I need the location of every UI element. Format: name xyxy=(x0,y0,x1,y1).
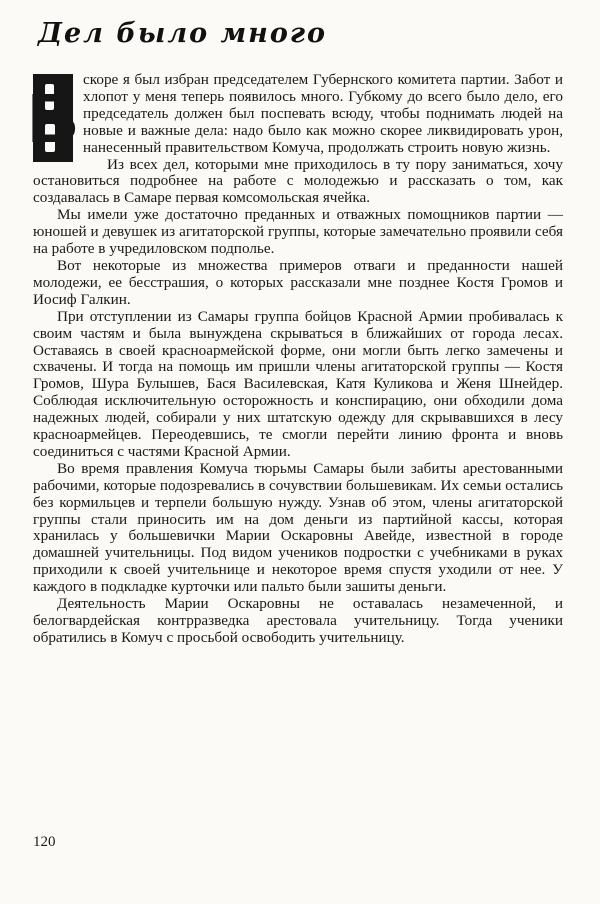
chapter-title: Дел было много xyxy=(38,18,328,49)
paragraph-3: Мы имели уже достаточно преданных и отважных помощников партии — юношей и девушек из агитаторской группы, которые замечательно проявили себя на работе в учредиловском подполье. xyxy=(33,206,563,258)
paragraph-1-text: скоре я был избран председателем Губернского комитета партии. Забот и хлопот у меня теперь появилось много. Губкому до всего было дело, его председатель должен был поспевать всюду, чтобы поднимать людей на новые и важные дела: надо было как можно скорее ликвидировать урон, нанесенный правительством Комуча, продолжать строить новую жизнь. xyxy=(83,71,563,156)
page-number: 120 xyxy=(33,834,56,850)
drop-cap-letter: В xyxy=(27,78,79,157)
paragraph-4: Вот некоторые из множества примеров отваги и преданности нашей молодежи, ее бесстрашия, о которых рассказали мне позднее Костя Громов и Иосиф Галкин. xyxy=(33,256,563,308)
paragraph-7: Деятельность Марии Оскаровны не оставалась незамеченной, и белогвардейская контрразведка арестовала учительницу. Тогда ученики обратились в Комуч с просьбой освободить учительницу. xyxy=(33,595,563,646)
drop-cap xyxy=(27,74,79,162)
paragraph-5: При отступлении из Самары группа бойцов Красной Армии пробивалась к своим частям и была вынуждена скрываться в ближайших от города лесах. Оставаясь в своей красноармейской форме, они могли быть легко замечены и схвачены. И тогда на помощь им пришли члены агитаторской группы — Костя Громов, Шура Булышев, Бася Василевская, Катя Куликова и Женя Шнейдер. Соблюдая исключительную осторожность и конспирацию, они обходили дома надежных людей, собирали у них штатскую одежду для скрывавшихся в лесу красноармейцев. Переодевшись, те смогли перейти линию фронта и вновь соединиться с частями Красной Армии. xyxy=(33,307,563,460)
body-text xyxy=(27,71,563,647)
paragraph-2: Из всех дел, которыми мне приходилось в ту пору заниматься, хочу остановиться подробнее на работе с молодежью и рассказать о том, как создавалась в Самаре первая комсомольская ячейка. xyxy=(33,155,563,207)
paragraph-1 xyxy=(27,71,563,157)
paragraph-6: Во время правления Комуча тюрьмы Самары были забиты арестованными рабочими, которые подозревались в сочувствии большевикам. Их семьи остались без кормильцев и терпели большую нужду. Узнав об этом, члены агитаторской группы стали приносить им на дом деньги из партийной кассы, которая хранилась у большевички Марии Оскаровны Авейде, известной в городе домашней учительницы. Под видом учеников подростки с учебниками в руках приходили к своей учительнице и некоторое время спустя уходили от нее. У каждого в подкладке курточки или пальто были зашиты деньги. xyxy=(33,459,563,596)
